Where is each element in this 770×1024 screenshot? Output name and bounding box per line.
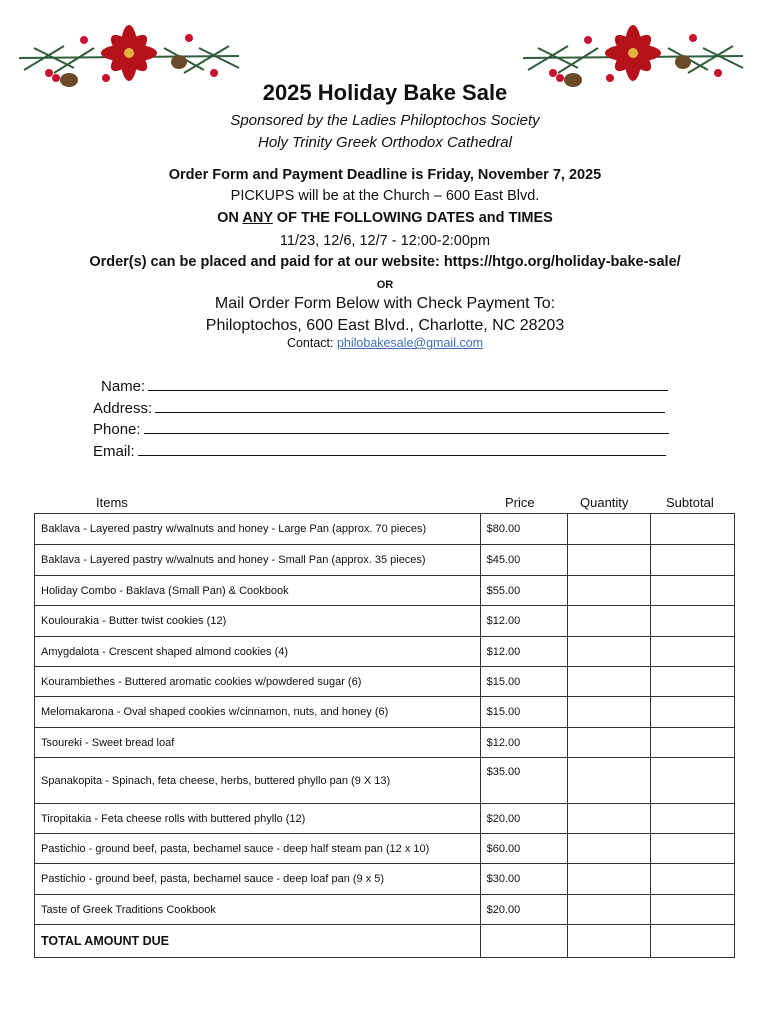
phone-field[interactable]: Phone: [93, 419, 669, 438]
table-row: Spanakopita - Spinach, feta cheese, herbs, buttered phyllo pan (9 X 13) $35.00 [35, 758, 735, 804]
deadline-notice: Order Form and Payment Deadline is Friday, November 7, 2025 [168, 167, 602, 183]
items-header: Items [96, 495, 128, 510]
subtotal-cell[interactable] [650, 697, 734, 728]
table-row: Holiday Combo - Baklava (Small Pan) & Cookbook $55.00 [35, 576, 735, 606]
sponsor-line-1: Sponsored by the Ladies Philoptochos Society [230, 112, 540, 129]
subtotal-cell[interactable] [650, 576, 734, 606]
table-row: Baklava - Layered pastry w/walnuts and honey - Large Pan (approx. 70 pieces) $80.00 [35, 514, 735, 545]
pickup-location: PICKUPS will be at the Church – 600 East Blvd. [230, 188, 540, 204]
subtotal-cell[interactable] [650, 804, 734, 834]
quantity-cell[interactable] [568, 834, 650, 864]
table-row: Tiropitakia - Feta cheese rolls with buttered phyllo (12) $20.00 [35, 804, 735, 834]
subtotal-cell[interactable] [650, 637, 734, 667]
subtotal-cell[interactable] [650, 834, 734, 864]
quantity-cell[interactable] [568, 514, 650, 545]
quantity-cell[interactable] [568, 864, 650, 895]
mail-address: Philoptochos, 600 East Blvd., Charlotte, NC 28203 [205, 317, 565, 334]
subtotal-cell[interactable] [650, 864, 734, 895]
total-row [35, 925, 735, 958]
order-table [34, 513, 735, 958]
subtotal-cell[interactable] [650, 667, 734, 697]
contact-email-link[interactable]: philobakesale@gmail.com [336, 336, 484, 350]
quantity-cell[interactable] [568, 606, 650, 637]
table-row: Pastichio - ground beef, pasta, bechamel sauce - deep loaf pan (9 x 5) $30.00 [35, 864, 735, 895]
table-row: Melomakarona - Oval shaped cookies w/cinnamon, nuts, and honey (6) $15.00 [35, 697, 735, 728]
quantity-cell[interactable] [568, 758, 650, 804]
page-title: 2025 Holiday Bake Sale [262, 80, 508, 105]
email-field[interactable]: Email: [93, 441, 666, 460]
total-label: TOTAL AMOUNT DUE [35, 925, 481, 958]
subtotal-cell[interactable] [650, 545, 734, 576]
quantity-cell[interactable] [568, 895, 650, 925]
table-row: Baklava - Layered pastry w/walnuts and honey - Small Pan (approx. 35 pieces) $45.00 [35, 545, 735, 576]
quantity-cell[interactable] [568, 804, 650, 834]
pickup-dates: 11/23, 12/6, 12/7 - 12:00-2:00pm [279, 233, 491, 249]
subtotal-cell[interactable] [650, 895, 734, 925]
subtotal-cell[interactable] [650, 514, 734, 545]
table-row: Koulourakia - Butter twist cookies (12) $12.00 [35, 606, 735, 637]
quantity-cell[interactable] [568, 697, 650, 728]
pickup-dates-heading: ON ANY OF THE FOLLOWING DATES and TIMES [217, 210, 553, 226]
contact-line: Contact: philobakesale@gmail.com [286, 336, 484, 350]
table-row: Kourambiethes - Buttered aromatic cookies w/powdered sugar (6) $15.00 [35, 667, 735, 697]
mail-instruction: Mail Order Form Below with Check Payment To: [214, 295, 556, 312]
address-field[interactable]: Address: [93, 398, 665, 417]
total-amount-cell[interactable] [650, 925, 734, 958]
table-row: Taste of Greek Traditions Cookbook $20.00 [35, 895, 735, 925]
quantity-header: Quantity [580, 495, 629, 510]
name-field[interactable]: Name: [101, 376, 668, 395]
table-row: Tsoureki - Sweet bread loaf $12.00 [35, 728, 735, 758]
table-row: Pastichio - ground beef, pasta, bechamel sauce - deep half steam pan (12 x 10) $60.00 [35, 834, 735, 864]
quantity-cell[interactable] [568, 576, 650, 606]
quantity-cell[interactable] [568, 545, 650, 576]
subtotal-cell[interactable] [650, 758, 734, 804]
quantity-cell[interactable] [568, 728, 650, 758]
subtotal-cell[interactable] [650, 728, 734, 758]
table-row: Amygdalota - Crescent shaped almond cookies (4) $12.00 [35, 637, 735, 667]
subtotal-cell[interactable] [650, 606, 734, 637]
online-order-notice: Order(s) can be placed and paid for at our website: https://htgo.org/holiday-bake-sale/ [89, 254, 681, 270]
quantity-cell[interactable] [568, 667, 650, 697]
price-header: Price [505, 495, 535, 510]
quantity-cell[interactable] [568, 637, 650, 667]
subtotal-header: Subtotal [666, 495, 714, 510]
or-separator: OR [376, 279, 394, 291]
sponsor-line-2: Holy Trinity Greek Orthodox Cathedral [258, 134, 512, 151]
